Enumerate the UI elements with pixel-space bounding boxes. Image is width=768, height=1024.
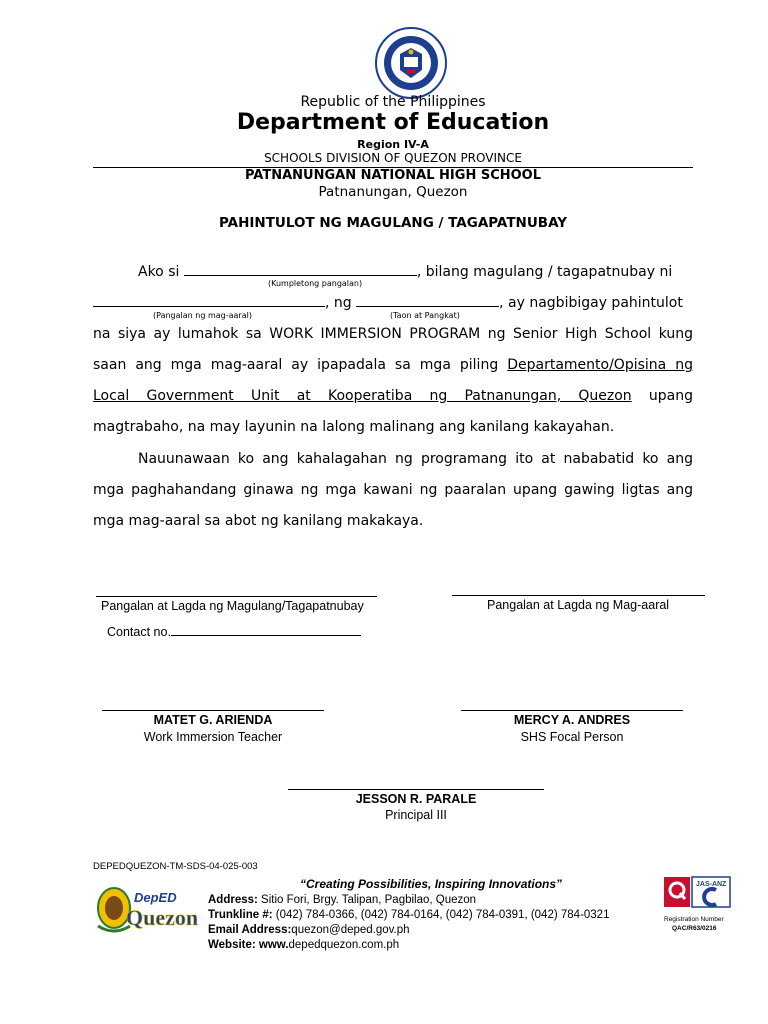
registration-label: Registration Number [664,916,724,923]
text-ng: , ng [325,295,352,311]
website-value[interactable]: depedquezon.com.ph [288,939,400,951]
iso-certification-logo [662,875,734,933]
principal-name: JESSON R. PARALE [355,792,477,806]
form-line-3: na siya ay lumahok sa WORK IMMERSION PROGRAM ng Senior High School kung [93,326,693,342]
focal-name: MERCY A. ANDRES [513,713,631,727]
email-label: Email Address: [208,924,292,936]
form-line-1 [93,263,693,280]
trunkline-label: Trunkline #: [208,909,273,921]
deped-quezon-logo [94,878,198,938]
teacher-title: Work Immersion Teacher [143,730,283,744]
caption-year: (Taon at Pangkat) [390,311,460,320]
form-line-2 [93,294,693,311]
form-line-5 [93,388,693,404]
footer-address-row [208,894,476,906]
student-signature-label: Pangalan at Lagda ng Mag-aaral [487,598,670,612]
address-value: Sitio Fori, Brgy. Talipan, Pagbilao, Quezon [257,894,477,906]
form-line-9: mga mag-aaral sa abot ng kanilang makakaya. [93,513,424,529]
region-label: Region IV-A [357,138,429,151]
form-title: PAHINTULOT NG MAGULANG / TAGAPATNUBAY [218,215,568,231]
caption-fullname: (Kumpletong pangalan) [268,279,363,288]
teacher-signature-line [102,710,324,711]
text-nauunawaan: Nauunawaan ko ang kahalagahan ng programang ito at nababatid ko ang [138,451,693,467]
footer-trunkline-row [208,909,609,921]
text-nagbibigay: , ay nagbibigay pahintulot [499,295,683,311]
principal-title: Principal III [385,808,447,822]
student-name-field[interactable] [93,294,325,307]
text-saan: saan ang mga mag-aaral ay ipapadala sa mga piling [93,357,499,373]
teacher-name: MATET G. ARIENDA [153,713,273,727]
website-label: Website: www. [208,939,289,951]
email-value[interactable]: quezon@deped.gov.ph [291,924,410,936]
contact-label: Contact no. [107,625,171,639]
republic-label: Republic of the Philippines [300,94,486,110]
parent-signature-line[interactable] [96,596,377,597]
year-section-field[interactable] [356,294,499,307]
school-name: PATNANUNGAN NATIONAL HIGH SCHOOL [244,168,542,183]
footer-website-row [208,939,399,951]
logo-text-deped: DepED [134,890,177,905]
contact-number-row [107,623,361,639]
division-label: SCHOOLS DIVISION OF QUEZON PROVINCE [264,151,522,165]
footer-tagline: “Creating Possibilities, Inspiring Innovations” [300,877,563,891]
focal-signature-line [461,710,683,711]
text-departamento: Departamento/Opisina ng [507,357,693,373]
jas-anz-text: JAS-ANZ [696,881,727,888]
registration-number: QAC/R63/0216 [672,925,717,932]
school-address: Patnanungan, Quezon [318,184,468,200]
form-line-4 [93,357,693,373]
address-label: Address: [208,894,258,906]
text-bilang: , bilang magulang / tagapatnubay ni [416,264,673,280]
deped-seal-logo [374,26,448,100]
principal-signature-line [288,789,544,790]
department-title: Department of Education [236,110,550,135]
text-lgu: Local Government Unit at Kooperatiba ng Patnanungan, Quezon [93,388,632,404]
form-line-8: mga paghahandang ginawa ng mga kawani ng paaralan upang gawing ligtas ang [93,482,693,498]
footer-email-row [208,924,410,936]
parent-name-field[interactable] [184,263,417,276]
caption-student: (Pangalan ng mag-aaral) [153,311,252,320]
focal-title: SHS Focal Person [520,730,624,744]
text-ako-si: Ako si [138,264,180,280]
logo-text-quezon: Quezon [126,905,198,930]
text-upang: upang [648,388,694,404]
parent-signature-label: Pangalan at Lagda ng Magulang/Tagapatnubay [101,599,364,613]
student-signature-line[interactable] [452,595,705,596]
contact-number-field[interactable] [171,623,361,636]
document-code: DEPEDQUEZON-TM-SDS-04-025-003 [93,861,258,872]
form-line-7 [93,451,693,467]
form-line-6: magtrabaho, na may layunin na lalong malinang ang kanilang kakayahan. [93,419,615,435]
trunkline-value: (042) 784-0366, (042) 784-0164, (042) 784-0391, (042) 784-0321 [272,909,610,921]
